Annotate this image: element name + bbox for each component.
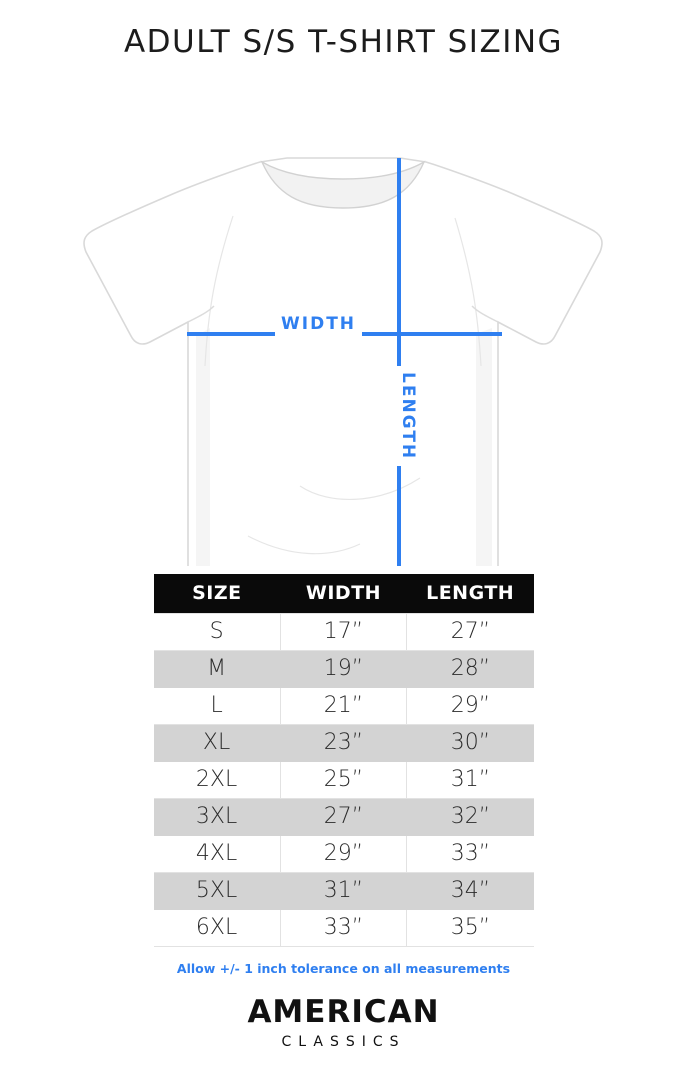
- cell-length: 33”: [407, 836, 534, 873]
- cell-length: 35”: [407, 910, 534, 947]
- table-header: [154, 574, 534, 614]
- brand-logo: [0, 994, 687, 1050]
- cell-length: 31”: [407, 762, 534, 799]
- table-row: [154, 762, 534, 799]
- cell-size: L: [154, 688, 281, 725]
- cell-length: 32”: [407, 799, 534, 836]
- table-header-row: [154, 574, 534, 614]
- brand-name: AMERICAN: [247, 994, 440, 1030]
- cell-length: 27”: [407, 614, 534, 651]
- brand-subtitle: CLASSICS: [281, 1034, 406, 1050]
- sizing-table: [154, 574, 534, 947]
- table-row: [154, 614, 534, 651]
- width-label: WIDTH: [275, 312, 362, 336]
- cell-size: 2XL: [154, 762, 281, 799]
- sizing-table-wrap: [154, 574, 534, 947]
- cell-width: 29”: [280, 836, 407, 873]
- column-header-length: LENGTH: [407, 574, 534, 614]
- table-row: [154, 651, 534, 688]
- table-row: [154, 688, 534, 725]
- cell-width: 31”: [280, 873, 407, 910]
- tolerance-note: Allow +/- 1 inch tolerance on all measurements: [176, 961, 511, 976]
- cell-size: 5XL: [154, 873, 281, 910]
- cell-size: 6XL: [154, 910, 281, 947]
- cell-width: 27”: [280, 799, 407, 836]
- cell-length: 28”: [407, 651, 534, 688]
- cell-width: 23”: [280, 725, 407, 762]
- cell-width: 17”: [280, 614, 407, 651]
- table-row: [154, 725, 534, 762]
- length-label: LENGTH: [396, 366, 420, 466]
- cell-width: 21”: [280, 688, 407, 725]
- cell-width: 33”: [280, 910, 407, 947]
- cell-length: 29”: [407, 688, 534, 725]
- cell-width: 19”: [280, 651, 407, 688]
- cell-width: 25”: [280, 762, 407, 799]
- table-row: [154, 910, 534, 947]
- cell-length: 30”: [407, 725, 534, 762]
- cell-size: 4XL: [154, 836, 281, 873]
- table-body: [154, 614, 534, 947]
- table-row: [154, 873, 534, 910]
- column-header-width: WIDTH: [280, 574, 407, 614]
- cell-length: 34”: [407, 873, 534, 910]
- table-row: [154, 799, 534, 836]
- column-header-size: SIZE: [154, 574, 281, 614]
- cell-size: 3XL: [154, 799, 281, 836]
- table-row: [154, 836, 534, 873]
- cell-size: M: [154, 651, 281, 688]
- cell-size: XL: [154, 725, 281, 762]
- page-title: ADULT S/S T-SHIRT SIZING: [123, 24, 564, 60]
- tshirt-diagram: [0, 66, 687, 566]
- cell-size: S: [154, 614, 281, 651]
